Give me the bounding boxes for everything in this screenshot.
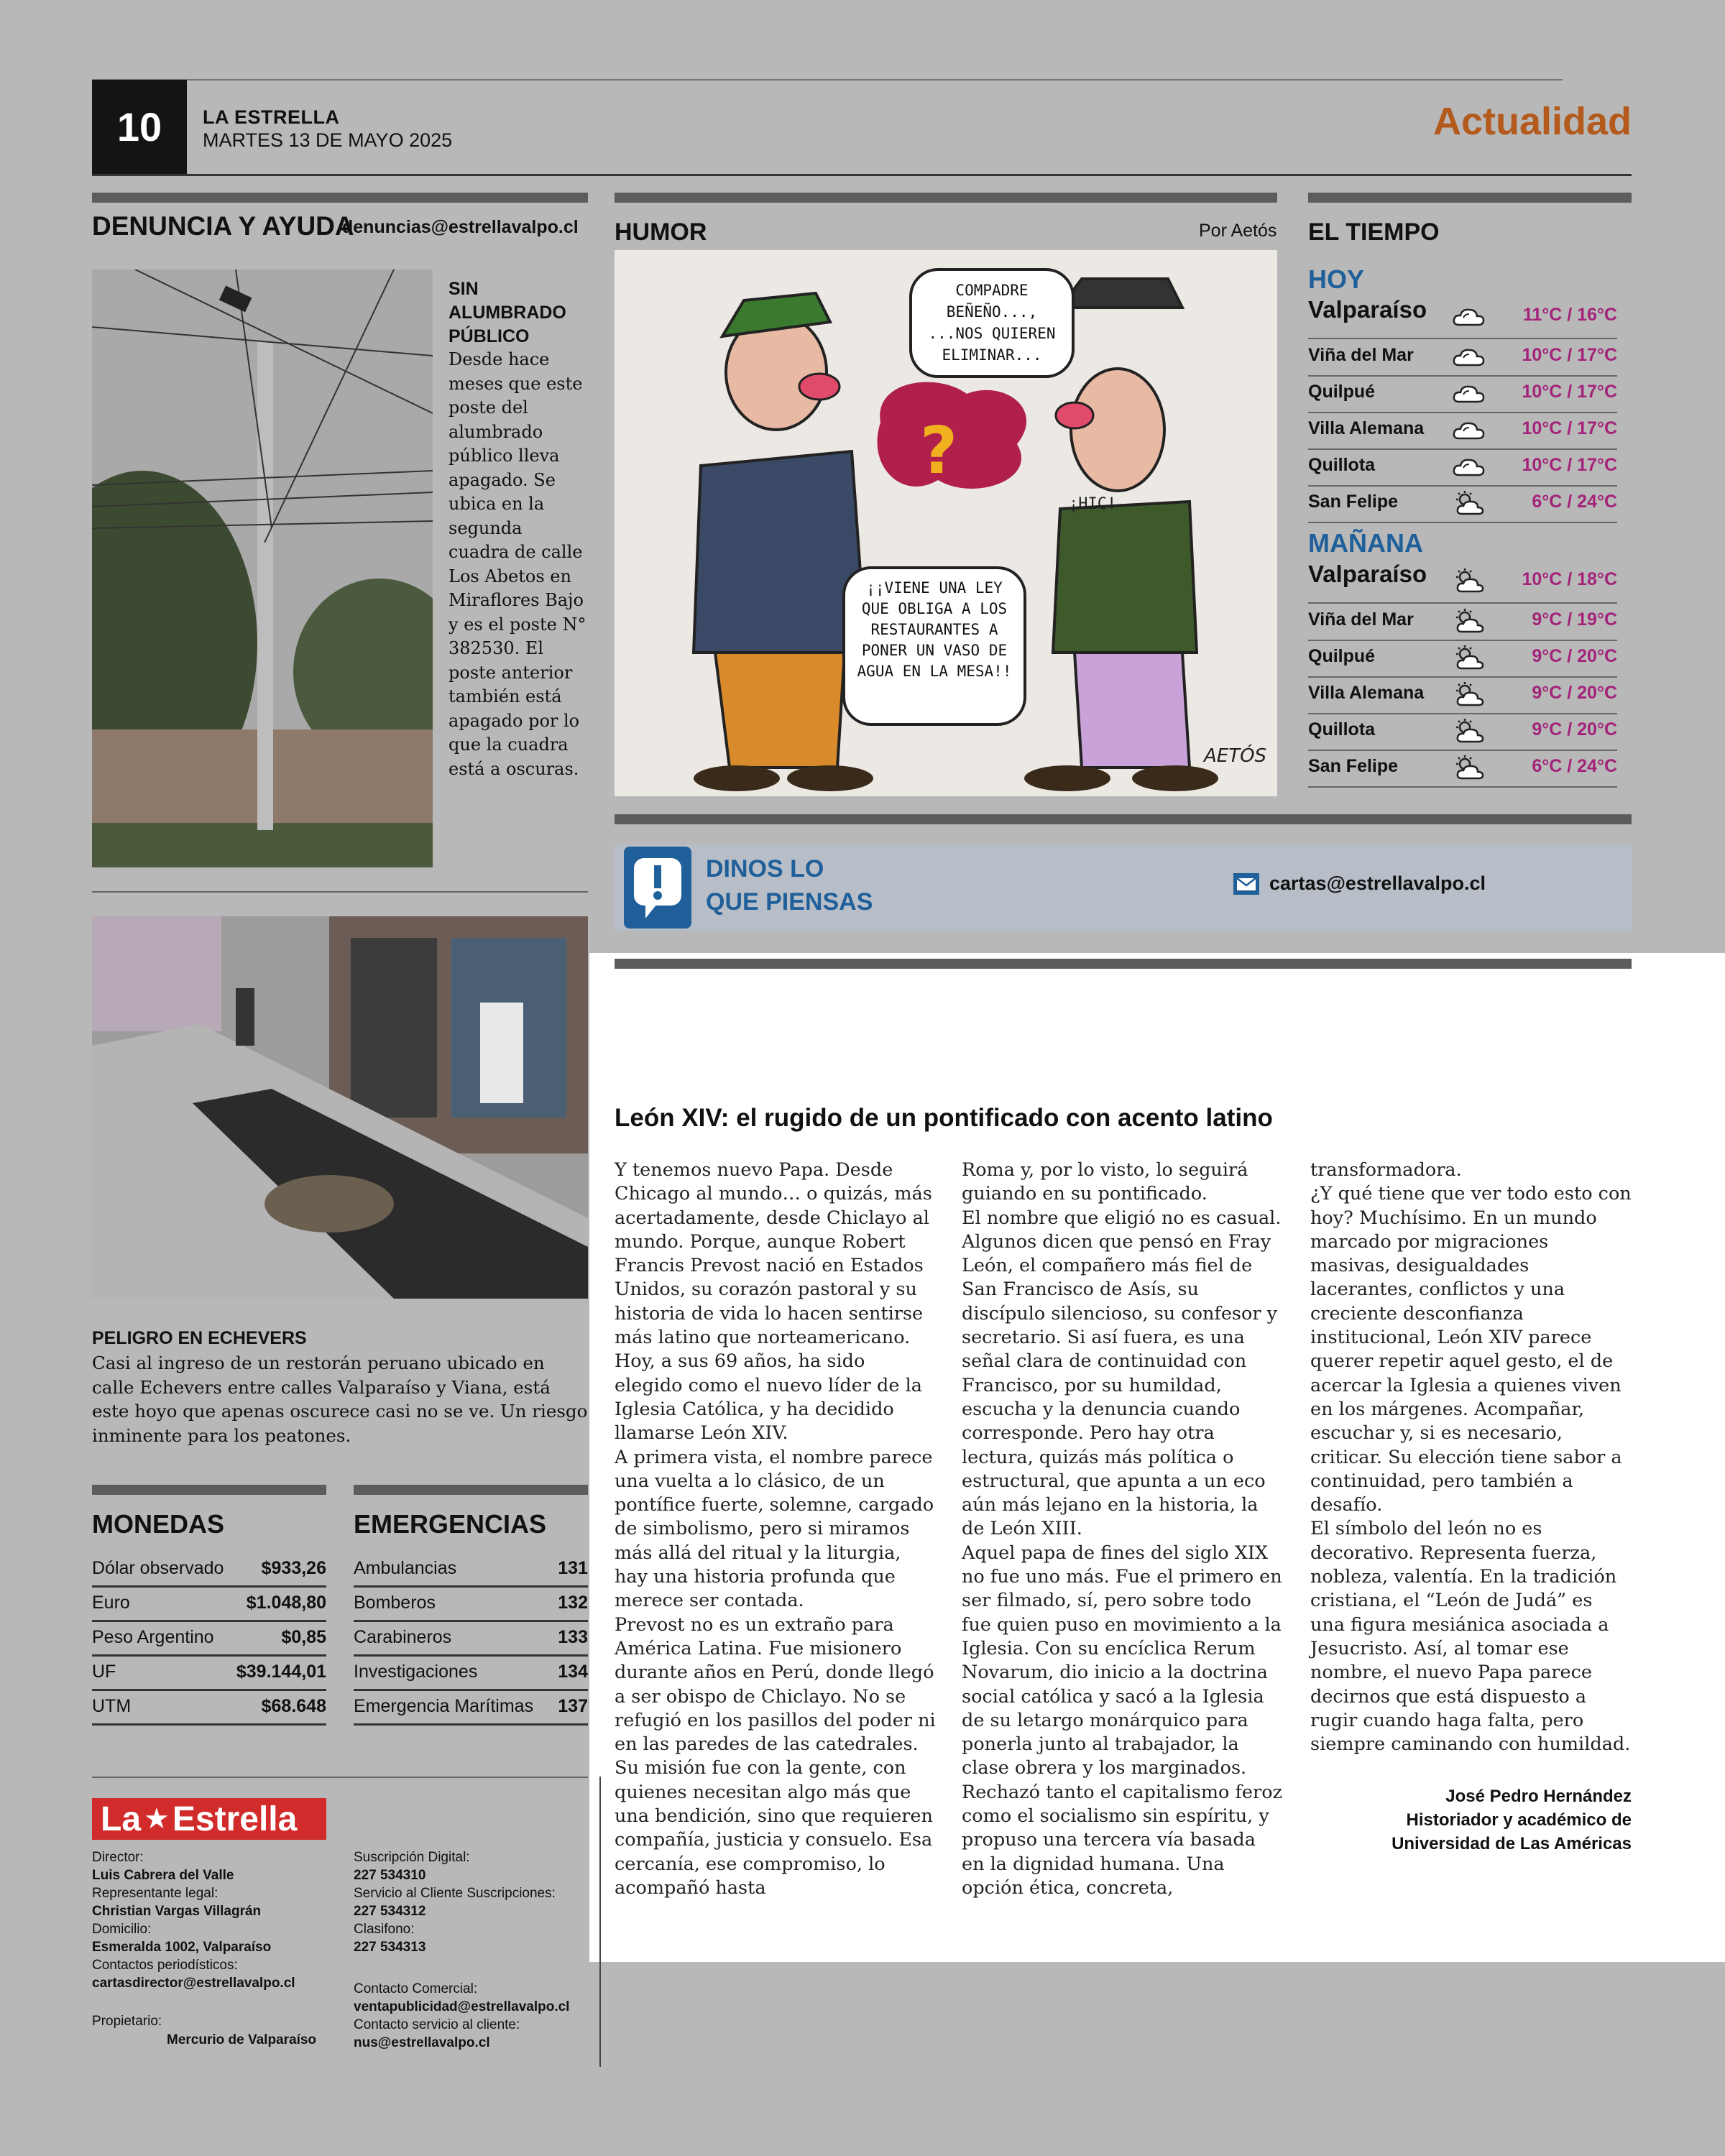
humor-title: HUMOR: [615, 218, 707, 246]
weather-temp: 9°C / 20°C: [1532, 683, 1617, 703]
weather-city: Valparaíso: [1308, 296, 1427, 323]
mail-icon: [1233, 873, 1259, 895]
weather-city: Valparaíso: [1308, 561, 1427, 587]
cliente-email[interactable]: nus@estrellavalpo.cl: [354, 2035, 490, 2050]
domicilio-label: Domicilio:: [92, 1922, 152, 1937]
weather-temp: 11°C / 16°C: [1522, 305, 1617, 325]
moneda-label: Dólar observado: [92, 1558, 224, 1578]
weather-today-row: [1308, 376, 1617, 413]
cloudy-icon: [1450, 417, 1488, 444]
staff-left: [92, 1848, 336, 1992]
domicilio: Esmeralda 1002, Valparaíso: [92, 1940, 272, 1955]
weather-tomorrow-row: [1308, 604, 1617, 641]
weather-today-row: [1308, 295, 1617, 339]
logo-estrella: Estrella: [172, 1800, 298, 1838]
article-column-2: [962, 1158, 1283, 1900]
servicio-phone: 227 534312: [354, 1904, 426, 1919]
staff-contact: [354, 1980, 591, 2052]
partly-sunny-icon: [1450, 755, 1488, 782]
weather-title: EL TIEMPO: [1308, 218, 1440, 246]
director-name: Luis Cabrera del Valle: [92, 1868, 234, 1883]
director-label: Director:: [92, 1850, 144, 1865]
cloudy-icon: [1450, 303, 1488, 331]
sidewalk-photo: [92, 916, 588, 1299]
paper-name: LA ESTRELLA: [203, 106, 340, 128]
dinos-title-line1: DINOS LO: [706, 855, 824, 883]
dinos-email[interactable]: cartas@estrellavalpo.cl: [1269, 872, 1486, 894]
moneda-row: [92, 1690, 326, 1726]
article-col1-text: Y tenemos nuevo Papa. Desde Chicago al mundo… o quizás, más acertadamente, desde Chiclayo al mundo. Porque, aunque Robert Francis Prevost nació en Estados Unidos, su corazón pastoral y su historia de vida lo hacen sentirse más latino que norteamericano. Hoy, a sus 69 años, ha sido elegido como el nuevo líder de la Iglesia Católica, y ha decidido llamarse León XIV. A primera vista, el nombre parece una vuelta a lo clásico, de un pontífice fuerte, solemne, cargado de simbolismo, pero si miramos más allá del ritual y la liturgia, hay una historia profunda que merece ser contada. Prevost no es un extraño para América Latina. Fue misionero durante años en Perú, donde llegó a ser obispo de Chiclayo. No se refugió en los pasillos del poder ni en las paredes de las catedrales. Su misión fue con la gente, con quienes necesitan algo más que una bendición, sino que requieren compañía, justicia y consuelo. Esa cercanía, ese compromiso, lo acompañó hasta: [615, 1159, 936, 1899]
article-title: León XIV: el rugido de un pontificado con acento latino: [615, 1104, 1273, 1132]
cartoon-signature: AETÓS: [1204, 745, 1267, 767]
estrella-logo: [92, 1798, 326, 1840]
moneda-label: Euro: [92, 1593, 130, 1613]
moneda-value: $39.144,01: [236, 1662, 326, 1682]
cloudy-icon: [1450, 344, 1488, 371]
weather-bar: [1308, 193, 1632, 203]
emergencia-row: [354, 1690, 588, 1726]
article-column-1: [615, 1158, 936, 1900]
logo-la: La: [101, 1800, 142, 1838]
moneda-row: [92, 1621, 326, 1657]
weather-temp: 10°C / 18°C: [1522, 569, 1617, 589]
weather-city: Viña del Mar: [1308, 345, 1414, 365]
denuncia-item2-text: Casi al ingreso de un restorán peruano ubicado en calle Echevers entre calles Valparaíso y Viana, está este hoyo que apenas oscurece casi no se ve. Un riesgo inminente para los peatones.: [92, 1353, 588, 1446]
weather-temp: 6°C / 24°C: [1532, 492, 1617, 512]
weather-city: Villa Alemana: [1308, 683, 1425, 703]
clasifono-phone: 227 534313: [354, 1940, 426, 1955]
weather-city: Villa Alemana: [1308, 418, 1425, 438]
humor-bar: [615, 193, 1277, 203]
weather-temp: 9°C / 20°C: [1532, 646, 1617, 666]
question-mark: ?: [920, 413, 958, 489]
moneda-value: $0,85: [281, 1627, 326, 1647]
weather-temp: 9°C / 19°C: [1532, 609, 1617, 630]
weather-tomorrow-row: [1308, 677, 1617, 714]
weather-temp: 10°C / 17°C: [1522, 382, 1617, 402]
article-column-3: [1310, 1158, 1632, 1756]
paper-date: MARTES 13 DE MAYO 2025: [203, 129, 453, 151]
moneda-row: [92, 1656, 326, 1691]
weather-tomorrow-row: [1308, 750, 1617, 788]
emergencia-value: 131: [558, 1558, 588, 1578]
dinos-top-bar: [615, 814, 1632, 824]
header-rule: [92, 174, 1632, 176]
weather-today-row: [1308, 449, 1617, 487]
partly-sunny-icon: [1450, 608, 1488, 635]
weather-temp: 6°C / 24°C: [1532, 756, 1617, 776]
emergencia-value: 133: [558, 1627, 588, 1647]
clasifono-label: Clasifono:: [354, 1922, 415, 1937]
streetlight-photo: [92, 270, 433, 867]
denuncia-item2-headline: PELIGRO EN ECHEVERS: [92, 1328, 307, 1348]
emergencia-value: 137: [558, 1696, 588, 1716]
article-col3-text: transformadora. ¿Y qué tiene que ver todo esto con hoy? Muchísimo. En un mundo marcado por migraciones masivas, desigualdades lacerantes, conflictos y una creciente desconfianza institucional, León XIV parece querer repetir aquel gesto, el de acercar la Iglesia a quienes viven en los márgenes. Acompañar, escuchar y, si es necesario, criticar. Su elección tiene sabor a continuidad, pero también a desafío. El símbolo del león no es decorativo. Representa fuerza, nobleza, valentía. En la tradición cristiana, el “León de Judá” es una figura mesiánica asociada a Jesucristo. Así, al tomar ese nombre, el nuevo Papa parece decirnos que está dispuesto a rugir cuando haga falta, pero siempre caminando con humildad.: [1310, 1159, 1632, 1756]
author-name: José Pedro Hernández: [1445, 1787, 1632, 1806]
speech-bubble-top: COMPADRE BEÑEÑO..., ...NOS QUIEREN ELIMINAR...: [909, 268, 1075, 378]
emergencias-title: EMERGENCIAS: [354, 1509, 547, 1539]
emergencia-row: [354, 1656, 588, 1691]
moneda-row: [92, 1552, 326, 1588]
propietario: Mercurio de Valparaíso: [167, 2032, 317, 2047]
weather-city: Quilpué: [1308, 646, 1376, 666]
author-role-line2: Universidad de Las Américas: [1392, 1834, 1632, 1853]
emergencia-value: 134: [558, 1662, 588, 1682]
partly-sunny-icon: [1450, 681, 1488, 709]
emergencia-label: Bomberos: [354, 1593, 436, 1613]
weather-temp: 10°C / 17°C: [1522, 418, 1617, 438]
weather-today-label: HOY: [1308, 264, 1365, 294]
weather-city: Quillota: [1308, 455, 1376, 475]
staff-right: [354, 1848, 591, 1956]
legal-label: Representante legal:: [92, 1886, 218, 1901]
denuncia-bar: [92, 193, 588, 203]
emergencia-label: Investigaciones: [354, 1662, 478, 1682]
moneda-value: $1.048,80: [246, 1593, 326, 1613]
emergencia-label: Ambulancias: [354, 1558, 457, 1578]
legal-name: Christian Vargas Villagrán: [92, 1904, 262, 1919]
emergencia-value: 132: [558, 1593, 588, 1613]
cliente-label: Contacto servicio al cliente:: [354, 2017, 520, 2032]
servicio-label: Servicio al Cliente Suscripciones:: [354, 1886, 556, 1901]
emergencia-row: [354, 1552, 588, 1588]
humor-author: Por Aetós: [1199, 221, 1277, 241]
section-title: Actualidad: [1432, 100, 1632, 143]
denuncia-item1-text: Desde hace meses que este poste del alumbrado público lleva apagado. Se ubica en la segunda cuadra de calle Los Abetos en Miraflores Bajo y es el poste N° 382530. El poste anterior también está apagado por lo que la cuadra está a oscuras.: [448, 349, 586, 779]
denuncia-divider: [92, 891, 588, 893]
partly-sunny-icon: [1450, 490, 1488, 517]
weather-today-row: [1308, 486, 1617, 523]
partly-sunny-icon: [1450, 568, 1488, 595]
weather-city: Quillota: [1308, 719, 1376, 740]
logo-star-icon: ★: [144, 1803, 170, 1835]
top-rule: [92, 79, 1563, 80]
article-byline: [1392, 1784, 1632, 1856]
article-col2-text: Roma y, por lo visto, lo seguirá guiando en su pontificado. El nombre que eligió no es casual. Algunos dicen que pensó en Fray León, el compañero más fiel de San Francisco de Asís, su discípulo silencioso, su confesor y secretario. Si así fuera, es una señal clara de continuidad con Francisco, por su humildad, escucha y la denuncia cuando corresponde. Pero hay otra lectura, quizás más política o estructural, que apunta a un eco aún más lejano en la historia, la de León XIII. Aquel papa de fines del siglo XIX no fue uno más. Fue el primero en ser filmado, sí, pero sobre todo fue quien puso en movimiento a la Iglesia. Con su encíclica Rerum Novarum, dio inicio a la doctrina social católica y sacó a la Iglesia de su letargo monárquico para ponerla junto al trabajador, la clase obrera y los marginados. Rechazó tanto el capitalismo feroz como el socialismo sin espíritu, y propuso una tercera vía basada en la dignidad humana. Una opción ética, concreta,: [962, 1159, 1282, 1899]
emergencias-bar: [354, 1485, 588, 1495]
weather-temp: 9°C / 20°C: [1532, 719, 1617, 740]
propietario-label: Propietario:: [92, 2014, 162, 2029]
hic-text: ¡HIC!: [1069, 495, 1117, 513]
emergencia-row: [354, 1587, 588, 1622]
speech-bubble-bottom: ¡¡VIENE UNA LEY QUE OBLIGA A LOS RESTAURANTES A PONER UN VASO DE AGUA EN LA MESA!!: [842, 566, 1026, 726]
suscripcion-phone: 227 534310: [354, 1868, 426, 1883]
dinos-title-line2: QUE PIENSAS: [706, 888, 873, 916]
article-bar: [615, 959, 1632, 969]
monedas-title: MONEDAS: [92, 1509, 225, 1539]
comercial-email[interactable]: ventapublicidad@estrellavalpo.cl: [354, 1999, 570, 2014]
staff-divider: [92, 1777, 588, 1778]
cloudy-icon: [1450, 453, 1488, 481]
emergencia-label: Carabineros: [354, 1627, 452, 1647]
contactos-label: Contactos periodísticos:: [92, 1958, 238, 1973]
partly-sunny-icon: [1450, 645, 1488, 672]
monedas-bar: [92, 1485, 326, 1495]
weather-temp: 10°C / 17°C: [1522, 345, 1617, 365]
weather-city: Quilpué: [1308, 382, 1376, 402]
moneda-row: [92, 1587, 326, 1622]
moneda-value: $68.648: [261, 1696, 326, 1716]
partly-sunny-icon: [1450, 718, 1488, 745]
weather-temp: 10°C / 17°C: [1522, 455, 1617, 475]
page-number: 10: [92, 80, 187, 174]
weather-today-row: [1308, 413, 1617, 450]
weather-today-row: [1308, 339, 1617, 377]
weather-tomorrow-row: [1308, 559, 1617, 604]
contactos-email[interactable]: cartasdirector@estrellavalpo.cl: [92, 1976, 295, 1991]
weather-tomorrow-label: MAÑANA: [1308, 528, 1423, 558]
denuncia-email[interactable]: denuncias@estrellavalpo.cl: [342, 217, 579, 237]
emergencia-label: Emergencia Marítimas: [354, 1696, 534, 1716]
denuncia-title: DENUNCIA Y AYUDA: [92, 211, 354, 241]
cloudy-icon: [1450, 380, 1488, 407]
suscripcion-label: Suscripción Digital:: [354, 1850, 470, 1865]
moneda-label: UTM: [92, 1696, 132, 1716]
moneda-value: $933,26: [261, 1558, 326, 1578]
weather-tomorrow-row: [1308, 714, 1617, 751]
weather-city: San Felipe: [1308, 756, 1399, 776]
weather-city: Viña del Mar: [1308, 609, 1414, 630]
comercial-label: Contacto Comercial:: [354, 1981, 478, 1996]
emergencia-row: [354, 1621, 588, 1657]
weather-city: San Felipe: [1308, 492, 1399, 512]
author-role-line1: Historiador y académico de: [1406, 1810, 1632, 1830]
weather-tomorrow-row: [1308, 640, 1617, 678]
column-rule: [599, 1777, 601, 2067]
moneda-label: UF: [92, 1662, 116, 1682]
denuncia-item1-headline: SIN ALUMBRADO PÚBLICO: [448, 279, 566, 346]
moneda-label: Peso Argentino: [92, 1627, 214, 1647]
exclamation-icon: [624, 847, 691, 929]
